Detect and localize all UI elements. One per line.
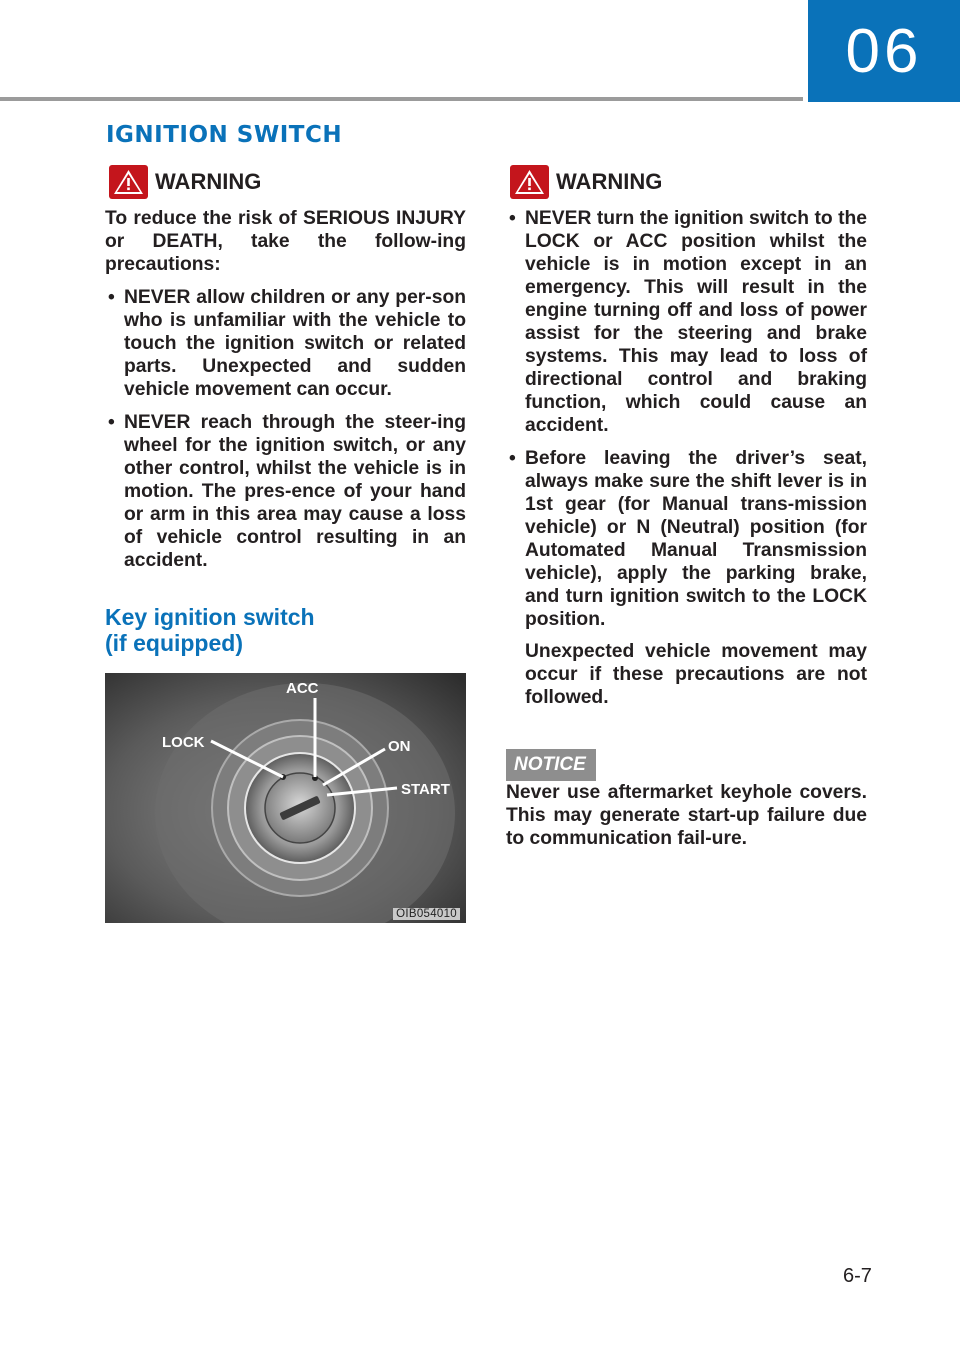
ignition-switch-illustration (105, 673, 466, 923)
warning-triangle-icon (510, 165, 549, 199)
warning-bullet-list (506, 207, 867, 709)
bullet-text: NEVER turn the ignition switch to the LOCK or ACC position whilst the vehicle is in motion except in an emergency. This will result in the engine turning off and loss of power assist for the steering and brake systems. This may lead to loss of directional control and braking function, which could cause an accident. (525, 208, 867, 436)
list-item (105, 411, 466, 572)
warning-intro: To reduce the risk of SERIOUS INJURY or DEATH, take the follow-ing precautions: (105, 208, 466, 275)
lock-label: LOCK (162, 734, 205, 751)
warning-triangle-icon (109, 165, 148, 199)
list-item (506, 447, 867, 709)
figure-code: OIB054010 (393, 908, 460, 920)
bullet-dot: • (509, 208, 516, 229)
on-label: ON (388, 738, 411, 755)
warning-label: WARNING (556, 169, 663, 194)
section-title: IGNITION SWITCH (106, 122, 343, 148)
page-number: 6-7 (843, 1265, 872, 1287)
start-label: START (401, 781, 450, 798)
list-item (506, 207, 867, 437)
chapter-number: 06 (845, 16, 923, 86)
ignition-switch-figure (105, 673, 466, 923)
warning-header (506, 165, 867, 199)
warning-header (105, 165, 466, 199)
right-column (506, 165, 867, 850)
warning-bullet-list (105, 286, 466, 572)
bullet-text: NEVER reach through the steer-ing wheel for the ignition switch, or any other control, whilst the vehicle is in motion. The pres-ence of your hand or arm in this area may cause a loss of vehicle control resulting in an accident. (124, 412, 466, 571)
bullet-text-continued: Unexpected vehicle movement may occur if these precautions are not followed. (525, 641, 867, 708)
acc-label: ACC (286, 680, 319, 697)
list-item (105, 286, 466, 401)
bullet-dot: • (509, 448, 516, 469)
notice-text: Never use aftermarket keyhole covers. This may generate start-up failure due to communication fail-ure. (506, 782, 867, 849)
chapter-tab (808, 0, 960, 102)
header-rule (0, 97, 803, 101)
warning-label: WARNING (155, 169, 262, 194)
left-column (105, 165, 466, 923)
subheading (105, 604, 466, 656)
bullet-dot: • (108, 287, 115, 308)
bullet-text: NEVER allow children or any per-son who is unfamiliar with the vehicle to touch the ignition switch or related parts. Unexpected and sudden vehicle movement can occur. (124, 287, 466, 400)
bullet-text: Before leaving the driver’s seat, always make sure the shift lever is in 1st gear (for Manual trans-mission vehicle) or N (Neutral) position (for Automated Manual Transmission vehicle), apply the parking brake, and turn ignition switch to the LOCK position. (525, 448, 867, 630)
subheading-line-1: Key ignition switch (105, 604, 315, 630)
bullet-dot: • (108, 412, 115, 433)
notice-badge: NOTICE (506, 749, 596, 781)
subheading-line-2: (if equipped) (105, 630, 243, 656)
